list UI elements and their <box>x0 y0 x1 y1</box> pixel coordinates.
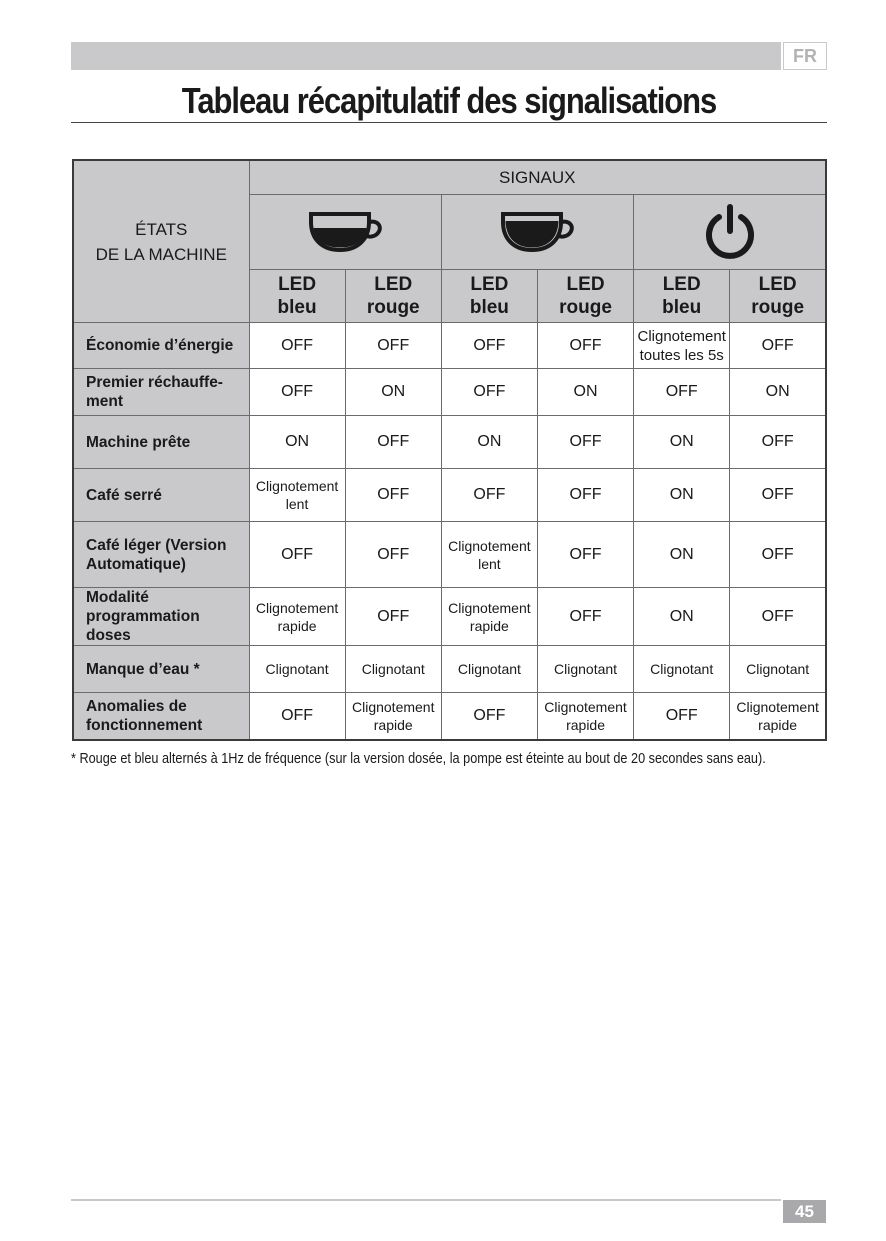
table-cell: Clignotement rapide <box>345 693 441 740</box>
led-label: LED <box>566 274 605 295</box>
led-header <box>537 270 633 323</box>
table-cell: Clignotement toutes les 5s <box>634 323 730 369</box>
table-cell: OFF <box>730 416 826 469</box>
table-cell: OFF <box>345 522 441 588</box>
table-cell: Clignotant <box>730 646 826 693</box>
row-label: Modalité programmation doses <box>73 588 249 646</box>
table-cell: ON <box>634 416 730 469</box>
table-cell: OFF <box>730 469 826 522</box>
table-cell: ON <box>634 588 730 646</box>
table-cell: OFF <box>537 416 633 469</box>
row-label: Café léger (Version Automatique) <box>73 522 249 588</box>
page-number: 45 <box>783 1200 826 1223</box>
table-cell: ON <box>730 369 826 416</box>
table-cell: ON <box>537 369 633 416</box>
led-color: rouge <box>751 297 805 318</box>
header-bar <box>71 42 781 70</box>
table-cell: OFF <box>634 369 730 416</box>
states-header-line1: ÉTATS <box>135 219 188 239</box>
table-cell: OFF <box>537 469 633 522</box>
table-cell: Clignotement rapide <box>730 693 826 740</box>
states-header <box>73 160 249 323</box>
table-cell: OFF <box>441 693 537 740</box>
table-cell: ON <box>441 416 537 469</box>
led-label: LED <box>278 274 317 295</box>
page-title: Tableau récapitulatif des signalisations <box>181 80 717 121</box>
row-label: Économie d’énergie <box>73 323 249 369</box>
table-cell: OFF <box>537 323 633 369</box>
row-label: Machine prête <box>73 416 249 469</box>
table-cell: OFF <box>249 323 345 369</box>
table-cell: Clignotant <box>634 646 730 693</box>
table-cell: Clignotement rapide <box>537 693 633 740</box>
table-cell: ON <box>249 416 345 469</box>
led-header <box>730 270 826 323</box>
title-divider <box>71 122 827 123</box>
table-cell: OFF <box>730 522 826 588</box>
table-row <box>73 469 826 522</box>
table-cell: OFF <box>730 323 826 369</box>
table-row <box>73 522 826 588</box>
footer-divider <box>71 1199 781 1201</box>
table-cell: OFF <box>441 323 537 369</box>
led-color: rouge <box>559 297 612 318</box>
table-cell: OFF <box>249 693 345 740</box>
table-cell: OFF <box>441 469 537 522</box>
table-cell: ON <box>634 522 730 588</box>
row-label: Manque d’eau * <box>73 646 249 693</box>
table-cell: OFF <box>537 522 633 588</box>
row-label: Premier réchauffe-ment <box>73 369 249 416</box>
table-row <box>73 588 826 646</box>
table-row <box>73 369 826 416</box>
table-cell: OFF <box>730 588 826 646</box>
table-cell: OFF <box>345 469 441 522</box>
led-header <box>634 270 730 323</box>
table-cell: OFF <box>345 323 441 369</box>
table-row <box>73 416 826 469</box>
power-icon <box>634 195 826 270</box>
led-label: LED <box>374 274 413 295</box>
states-header-line2: DE LA MACHINE <box>95 244 227 264</box>
table-row <box>73 323 826 369</box>
footnote: * Rouge et bleu alternés à 1Hz de fréquence (sur la version dosée, la pompe est éteinte au bout de 20 secondes sans eau). <box>71 751 766 767</box>
led-color: bleu <box>469 297 509 318</box>
language-badge: FR <box>783 42 827 70</box>
table-cell: Clignotement lent <box>441 522 537 588</box>
table-row <box>73 693 826 740</box>
cup-icon <box>441 195 633 270</box>
led-color: rouge <box>366 297 420 318</box>
row-label: Café serré <box>73 469 249 522</box>
led-header <box>345 270 441 323</box>
table-cell: OFF <box>441 369 537 416</box>
table-cell: ON <box>634 469 730 522</box>
table-cell: Clignotant <box>345 646 441 693</box>
full-cup-icon <box>249 195 441 270</box>
table-cell: OFF <box>249 369 345 416</box>
table-cell: Clignotement rapide <box>249 588 345 646</box>
signals-header: SIGNAUX <box>249 160 826 195</box>
table-cell: OFF <box>249 522 345 588</box>
table-cell: OFF <box>634 693 730 740</box>
led-label: LED <box>470 274 509 295</box>
table-cell: ON <box>345 369 441 416</box>
table-cell: Clignotant <box>441 646 537 693</box>
led-header <box>441 270 537 323</box>
table-cell: Clignotant <box>249 646 345 693</box>
table-cell: OFF <box>345 416 441 469</box>
signals-table <box>72 159 827 741</box>
led-color: bleu <box>662 297 702 318</box>
row-label: Anomalies de fonctionnement <box>73 693 249 740</box>
table-cell: Clignotant <box>537 646 633 693</box>
table-cell: OFF <box>537 588 633 646</box>
table-row <box>73 646 826 693</box>
led-color: bleu <box>277 297 317 318</box>
table-cell: Clignotement rapide <box>441 588 537 646</box>
table-cell: Clignotement lent <box>249 469 345 522</box>
led-label: LED <box>662 274 701 295</box>
table-cell: OFF <box>345 588 441 646</box>
led-header <box>249 270 345 323</box>
led-label: LED <box>758 274 797 295</box>
